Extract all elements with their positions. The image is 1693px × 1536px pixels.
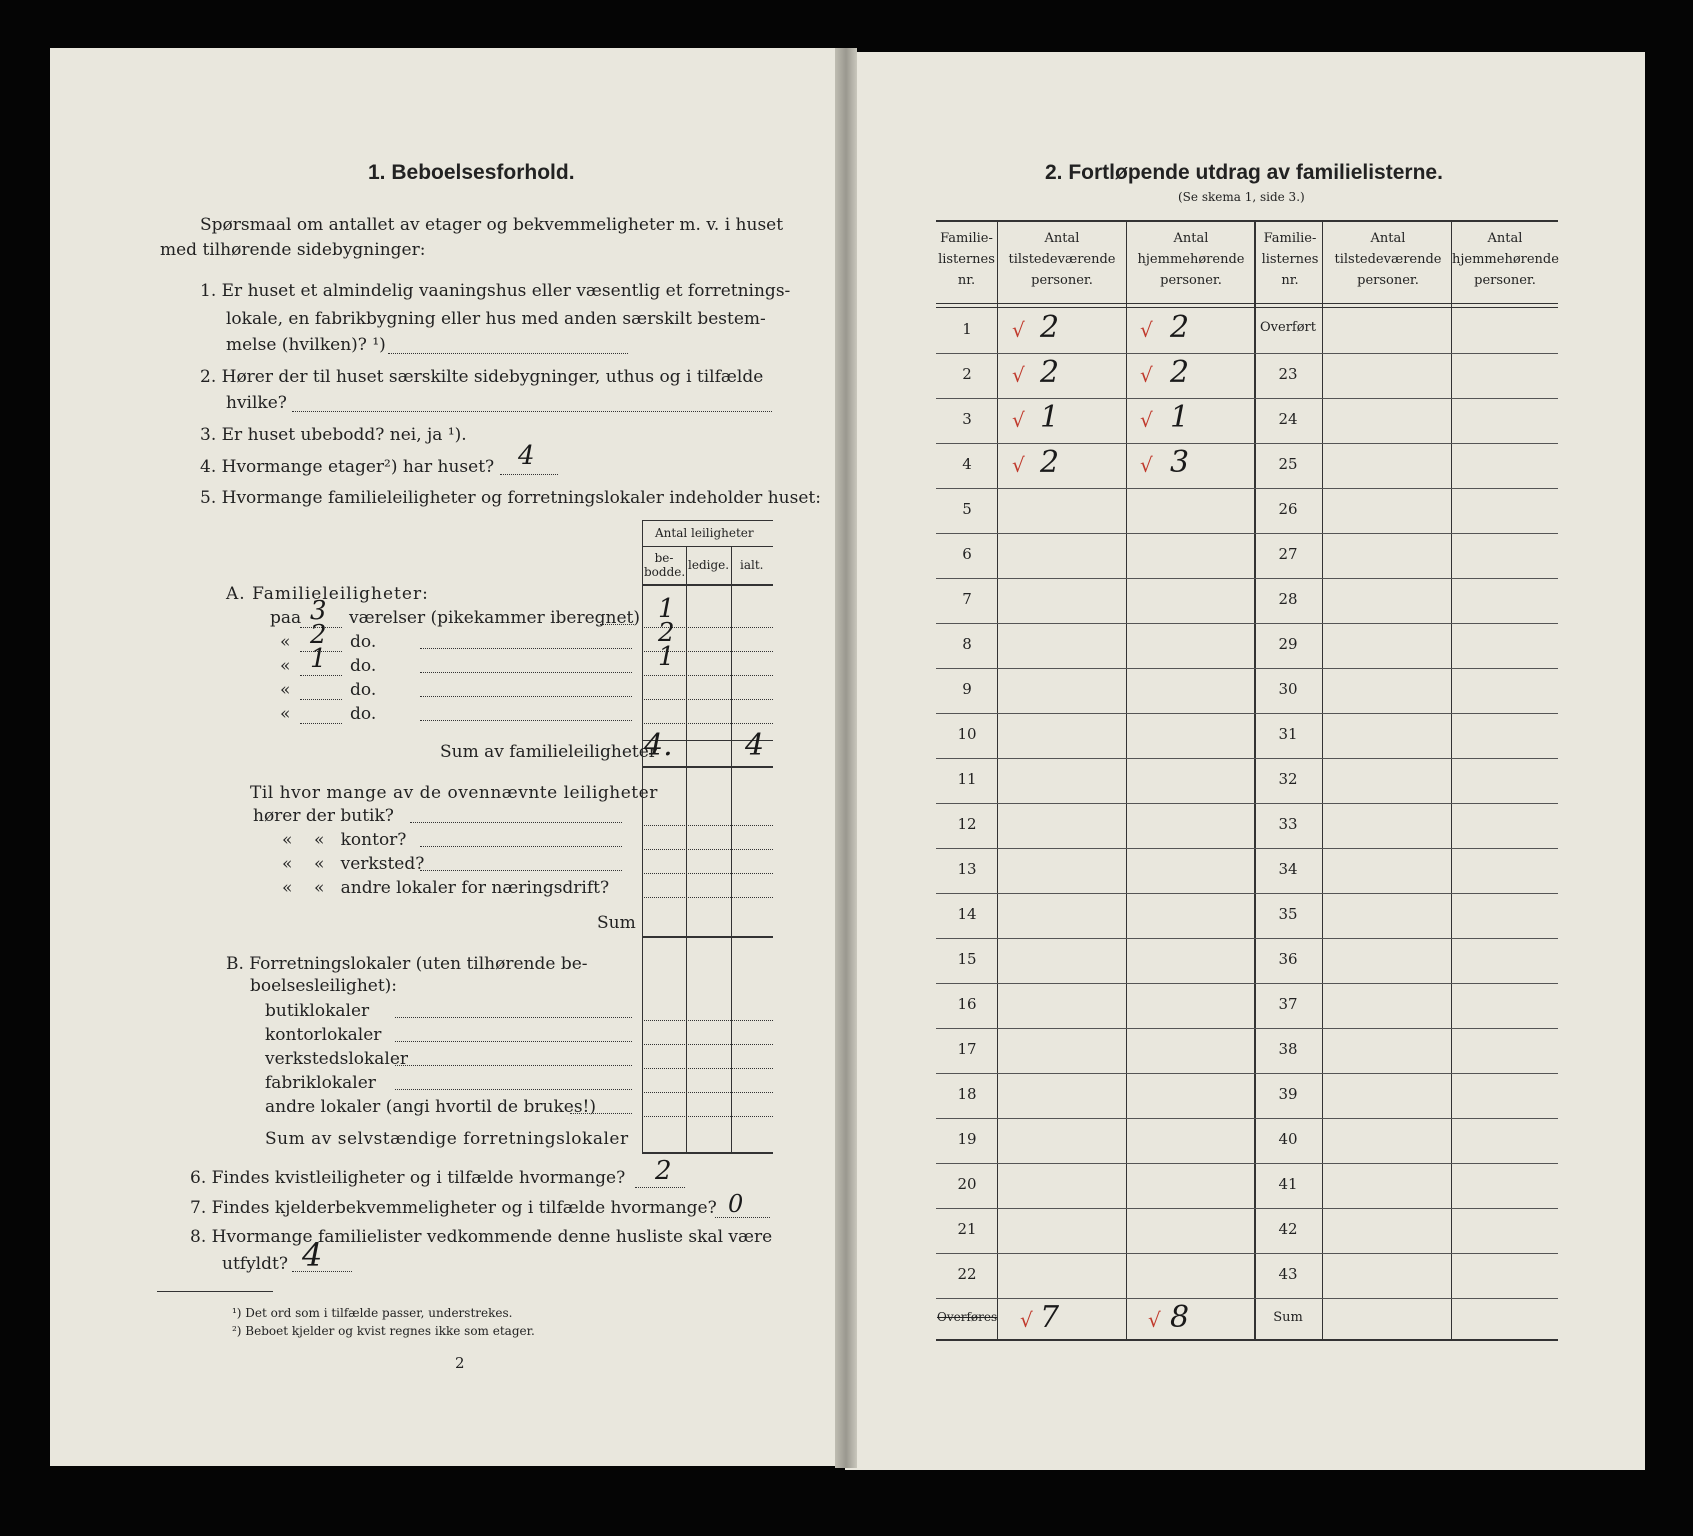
- ledger-row-nr: 8: [962, 635, 972, 653]
- ledger-row-right-nr: 32: [1278, 770, 1298, 788]
- a-sum-bottom-rule: [642, 766, 773, 768]
- a-row-count: 3: [310, 596, 327, 626]
- ledger-row-nr: 12: [957, 815, 977, 833]
- ledger-row-hjemme: 8: [1170, 1300, 1190, 1335]
- ledger-row-rule: [936, 758, 1558, 759]
- ledger-row-nr: 15: [957, 950, 977, 968]
- a-row-label: do.: [350, 656, 377, 676]
- ledger-row-rule: [936, 578, 1558, 579]
- ledger-row-rule: [936, 893, 1558, 894]
- a-row-leader: [420, 672, 632, 673]
- question-2-line-2: hvilke?: [226, 393, 287, 413]
- ledger-row-right-nr: 41: [1278, 1175, 1298, 1193]
- ledger-row-tilstede: 1: [1040, 400, 1060, 435]
- ledger-row-rule: [936, 668, 1558, 669]
- til-row-label: « « kontor?: [282, 830, 407, 850]
- intro-line-2: med tilhørende sidebygninger:: [160, 240, 426, 260]
- a-row-count-line: [300, 723, 342, 724]
- check-mark-icon: √: [1012, 408, 1025, 432]
- answer-line-q7: [715, 1217, 770, 1218]
- ledger-row-right-nr: 36: [1278, 950, 1298, 968]
- a-row-rule: [642, 699, 773, 700]
- answer-line-q1: [388, 353, 628, 354]
- check-mark-icon: √: [1140, 408, 1153, 432]
- question-2-line-1: 2. Hører der til huset særskilte sidebygninger, uthus og i tilfælde: [200, 367, 764, 387]
- ledger-row-rule: [936, 1208, 1558, 1209]
- header-bottom-rule-1: [936, 303, 1558, 304]
- ledger-row-rule: [936, 1118, 1558, 1119]
- table-top-rule: [642, 520, 773, 521]
- ledger-row-right-nr: 38: [1278, 1040, 1298, 1058]
- a-row-prefix: paa: [270, 608, 302, 628]
- check-mark-icon: √: [1148, 1308, 1161, 1332]
- ledger-row-nr: Overføres: [937, 1310, 998, 1324]
- ledger-row-nr: 13: [957, 860, 977, 878]
- a-row-label: do.: [350, 704, 377, 724]
- til-row-leader: [410, 822, 622, 823]
- ledger-row-rule: [936, 1298, 1558, 1299]
- right-section-title: 2. Fortløpende utdrag av familielisterne.: [1045, 161, 1443, 184]
- ledger-row-nr: 9: [962, 680, 972, 698]
- ledger-row-nr: 16: [957, 995, 977, 1013]
- a-sum-ialt: 4: [745, 728, 765, 763]
- b-row-rule: [642, 1092, 773, 1093]
- ledger-bottom-rule: [936, 1339, 1558, 1341]
- answer-line-q6: [635, 1187, 685, 1188]
- til-row-leader: [420, 870, 622, 871]
- ledger-vline-1: [997, 220, 998, 1340]
- ledger-row-right-nr: 31: [1278, 725, 1298, 743]
- header-nr-left: Familie- listernes nr.: [938, 231, 995, 288]
- ledger-row-rule: [936, 1028, 1558, 1029]
- ledger-row-hjemme: 1: [1170, 400, 1190, 435]
- b-row-label: andre lokaler (angi hvortil de brukes!): [265, 1097, 597, 1117]
- book-spine: [835, 48, 857, 1468]
- ledger-row-nr: 5: [962, 500, 972, 518]
- ledger-row-right-nr: 29: [1278, 635, 1298, 653]
- a-row-bebodde: 1: [658, 642, 675, 672]
- ledger-row-hjemme: 3: [1170, 445, 1190, 480]
- ledger-row-rule: [936, 443, 1558, 444]
- ledger-row-right-nr: Sum: [1273, 1310, 1303, 1325]
- ledger-row-nr: 18: [957, 1085, 977, 1103]
- footnote-rule: [157, 1291, 273, 1292]
- b-row-leader: [395, 1041, 632, 1042]
- a-row-count-line: [300, 699, 342, 700]
- ledger-row-nr: 19: [957, 1130, 977, 1148]
- a-row-label: do.: [350, 680, 377, 700]
- check-mark-icon: √: [1020, 1308, 1033, 1332]
- ledger-row-right-nr: 39: [1278, 1085, 1298, 1103]
- ledger-row-nr: 7: [962, 590, 972, 608]
- ledger-row-right-nr: 25: [1278, 455, 1298, 473]
- table-column-header-rule: [642, 584, 773, 586]
- page-number: 2: [455, 1354, 465, 1372]
- b-row-label: butiklokaler: [265, 1001, 370, 1021]
- section-a-title: A. Familieleiligheter:: [226, 584, 429, 604]
- ledger-row-right-nr: 24: [1278, 410, 1298, 428]
- til-row-label: hører der butik?: [253, 806, 394, 826]
- intro-line-1: Spørsmaal om antallet av etager og bekvemmeligheter m. v. i huset: [200, 215, 784, 235]
- til-row-leader: [420, 846, 622, 847]
- a-sum-label: Sum av familieleiligheter: [440, 742, 657, 762]
- ledger-row-rule: [936, 803, 1558, 804]
- ledger-row-right-nr: 34: [1278, 860, 1298, 878]
- question-7-answer: 0: [728, 1190, 744, 1218]
- table-header-rule: [642, 546, 773, 547]
- answer-line-q4: [500, 474, 558, 475]
- ledger-row-right-nr: 30: [1278, 680, 1298, 698]
- answer-line-q8: [292, 1271, 352, 1272]
- ledger-row-rule: [936, 938, 1558, 939]
- check-mark-icon: √: [1012, 453, 1025, 477]
- ledger-row-rule: [936, 488, 1558, 489]
- b-row-leader: [395, 1089, 632, 1090]
- a-sum-bebodde: 4.: [644, 728, 673, 763]
- ledger-row-rule: [936, 1163, 1558, 1164]
- b-row-label: kontorlokaler: [265, 1025, 382, 1045]
- ledger-row-nr: 10: [957, 725, 977, 743]
- ledger-vline-4: [1322, 220, 1323, 1340]
- a-row-label: do.: [350, 632, 377, 652]
- ledger-row-rule: [936, 983, 1558, 984]
- ledger-row-tilstede: 2: [1040, 355, 1060, 390]
- question-8-line-1: 8. Hvormange familielister vedkommende denne husliste skal være: [190, 1227, 773, 1247]
- ledger-row-nr: 22: [957, 1265, 977, 1283]
- check-mark-icon: √: [1140, 318, 1153, 342]
- b-row-leader: [395, 1017, 632, 1018]
- a-row-leader: [600, 624, 634, 625]
- ledger-row-tilstede: 2: [1040, 445, 1060, 480]
- check-mark-icon: √: [1140, 453, 1153, 477]
- col-ialt-header: ialt.: [740, 558, 764, 572]
- til-row-label: « « verksted?: [282, 854, 425, 874]
- a-row-leader: [420, 648, 632, 649]
- ledger-row-hjemme: 2: [1170, 310, 1190, 345]
- ledger-row-right-nr: 43: [1278, 1265, 1298, 1283]
- ledger-row-rule: [936, 353, 1558, 354]
- ledger-row-nr: 3: [962, 410, 972, 428]
- question-7: 7. Findes kjelderbekvemmeligheter og i tilfælde hvormange?: [190, 1198, 717, 1218]
- ledger-row-nr: 11: [957, 770, 977, 788]
- question-4: 4. Hvormange etager²) har huset?: [200, 457, 495, 477]
- ledger-row-hjemme: 2: [1170, 355, 1190, 390]
- left-section-title: 1. Beboelsesforhold.: [368, 161, 575, 184]
- ledger-row-right-nr: 33: [1278, 815, 1298, 833]
- b-row-leader: [395, 1065, 632, 1066]
- question-8-answer: 4: [302, 1236, 323, 1274]
- ledger-row-nr: 20: [957, 1175, 977, 1193]
- question-1-line-1: 1. Er huset et almindelig vaaningshus eller væsentlig et forretnings-: [200, 281, 791, 301]
- ledger-row-rule: [936, 533, 1558, 534]
- table-header-top: Antal leiligheter: [655, 526, 754, 540]
- ledger-row-right-nr: 35: [1278, 905, 1298, 923]
- question-6: 6. Findes kvistleiligheter og i tilfælde hvormange?: [190, 1168, 626, 1188]
- b-row-rule: [642, 1044, 773, 1045]
- ledger-row-right-nr: 26: [1278, 500, 1298, 518]
- right-subtitle: (Se skema 1, side 3.): [1178, 190, 1305, 204]
- ledger-row-nr: 4: [962, 455, 972, 473]
- ledger-vline-5: [1451, 220, 1452, 1340]
- til-row-rule: [642, 897, 773, 898]
- b-row-label: verkstedslokaler: [265, 1049, 409, 1069]
- question-4-answer: 4: [518, 441, 535, 471]
- question-5: 5. Hvormange familieleiligheter og forretningslokaler indeholder huset:: [200, 488, 821, 508]
- ledger-row-right-nr: 37: [1278, 995, 1298, 1013]
- header-tilstede-right: Antal tilstedeværende personer.: [1334, 231, 1442, 288]
- ledger-row-rule: [936, 1253, 1558, 1254]
- ledger-top-rule: [936, 220, 1558, 222]
- a-row-label: værelser (pikekammer iberegnet): [349, 608, 641, 628]
- header-hjemme-right: Antal hjemmehørende personer.: [1452, 231, 1559, 288]
- question-3: 3. Er huset ubebodd? nei, ja ¹).: [200, 425, 467, 445]
- answer-line-q2: [292, 411, 772, 412]
- a-row-bebodde: 1: [658, 594, 675, 624]
- b-row-label: fabriklokaler: [265, 1073, 376, 1093]
- footnote-1: ¹) Det ord som i tilfælde passer, understrekes.: [232, 1306, 513, 1320]
- header-hjemme-left: Antal hjemmehørende personer.: [1137, 231, 1245, 288]
- ledger-row-rule: [936, 398, 1558, 399]
- til-row-rule: [642, 873, 773, 874]
- ledger-row-tilstede: 2: [1040, 310, 1060, 345]
- til-row-label: « « andre lokaler for næringsdrift?: [282, 878, 610, 898]
- header-bottom-rule-2: [936, 307, 1558, 308]
- b-row-rule: [642, 1116, 773, 1117]
- check-mark-icon: √: [1012, 318, 1025, 342]
- ledger-row-nr: 2: [962, 365, 972, 383]
- a-row-prefix: «: [280, 704, 291, 724]
- ledger-row-rule: [936, 713, 1558, 714]
- a-row-rule: [642, 723, 773, 724]
- b-row-leader: [570, 1113, 632, 1114]
- ledger-row-nr: 6: [962, 545, 972, 563]
- a-row-count-line: [300, 675, 342, 676]
- section-b-title: B. Forretningslokaler (uten tilhørende be-: [226, 954, 588, 974]
- col-bebodde-header: be- bodde.: [644, 551, 686, 579]
- a-row-count: 2: [310, 620, 327, 650]
- til-sum-rule: [642, 936, 773, 938]
- a-row-prefix: «: [280, 656, 291, 676]
- a-row-leader: [420, 720, 632, 721]
- til-row-rule: [642, 825, 773, 826]
- til-row-rule: [642, 849, 773, 850]
- ledger-row-nr: 1: [962, 320, 972, 338]
- question-8-line-2: utfyldt?: [222, 1254, 288, 1274]
- ledger-row-rule: [936, 1073, 1558, 1074]
- a-row-prefix: «: [280, 632, 291, 652]
- table-vline-1: [642, 520, 643, 1152]
- question-6-answer: 2: [655, 1156, 672, 1186]
- til-sum-label: Sum: [597, 913, 636, 933]
- a-row-prefix: «: [280, 680, 291, 700]
- a-row-count: 1: [310, 644, 327, 674]
- check-mark-icon: √: [1140, 363, 1153, 387]
- check-mark-icon: √: [1012, 363, 1025, 387]
- til-line-1: Til hvor mange av de ovennævnte leiligheter: [250, 783, 658, 803]
- header-nr-right: Familie- listernes nr.: [1261, 231, 1319, 288]
- a-row-bebodde: 2: [658, 618, 675, 648]
- footnote-2: ²) Beboet kjelder og kvist regnes ikke som etager.: [232, 1324, 535, 1338]
- ledger-vline-2: [1126, 220, 1127, 1340]
- ledger-vline-center: [1254, 220, 1256, 1340]
- ledger-row-nr: 14: [957, 905, 977, 923]
- col-ledige-header: ledige.: [688, 558, 730, 572]
- b-row-rule: [642, 1020, 773, 1021]
- ledger-row-rule: [936, 848, 1558, 849]
- ledger-row-tilstede: 7: [1040, 1300, 1060, 1335]
- section-b-title-2: boelsesleilighet):: [250, 976, 398, 996]
- ledger-row-right-nr: 42: [1278, 1220, 1298, 1238]
- ledger-row-right-nr: 28: [1278, 590, 1298, 608]
- a-row-rule: [642, 675, 773, 676]
- ledger-row-nr: 17: [957, 1040, 977, 1058]
- question-1-line-2: lokale, en fabrikbygning eller hus med anden særskilt bestem-: [226, 309, 766, 329]
- ledger-row-right-nr: 40: [1278, 1130, 1298, 1148]
- b-sum-rule: [642, 1152, 773, 1154]
- ledger-row-right-nr: Overført: [1260, 320, 1316, 335]
- ledger-row-nr: 21: [957, 1220, 977, 1238]
- b-sum-label: Sum av selvstændige forretningslokaler: [265, 1129, 629, 1149]
- ledger-row-right-nr: 23: [1278, 365, 1298, 383]
- ledger-row-right-nr: 27: [1278, 545, 1298, 563]
- header-tilstede-left: Antal tilstedeværende personer.: [1008, 231, 1116, 288]
- question-1-line-3: melse (hvilken)? ¹): [226, 335, 386, 355]
- ledger-row-rule: [936, 623, 1558, 624]
- b-row-rule: [642, 1068, 773, 1069]
- a-row-leader: [420, 696, 632, 697]
